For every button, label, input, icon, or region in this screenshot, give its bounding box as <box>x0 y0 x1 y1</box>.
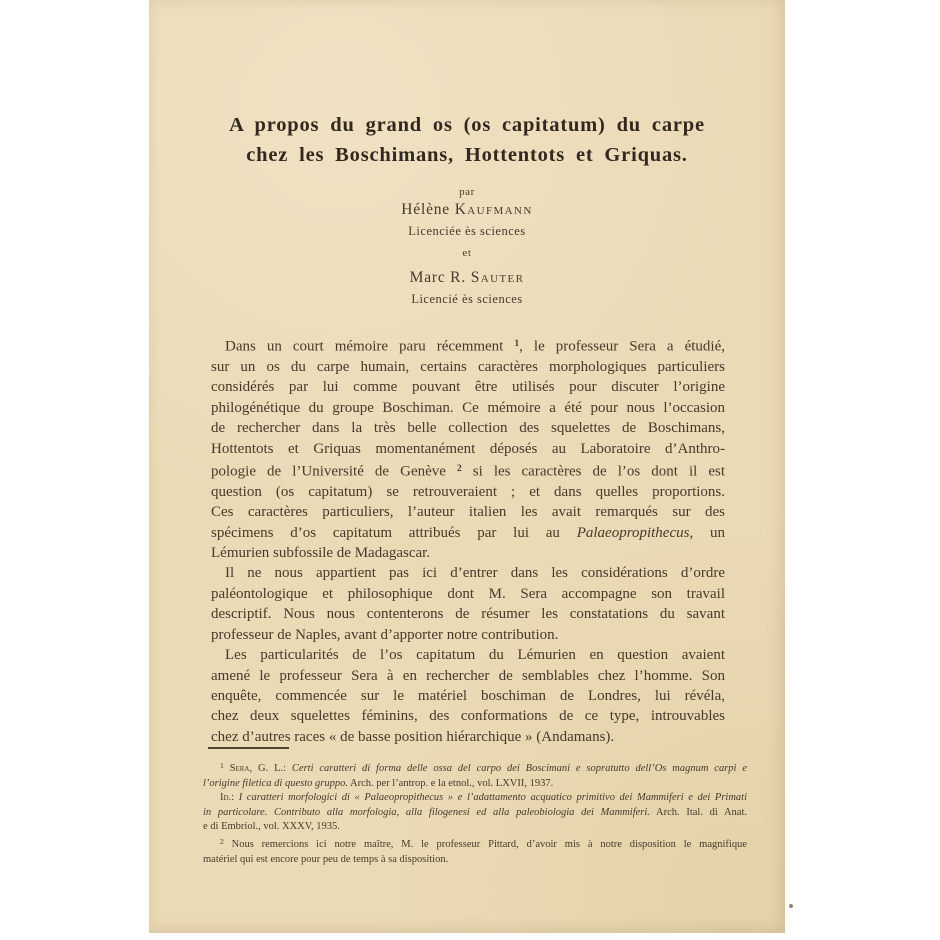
text-line <box>211 727 725 747</box>
text-line <box>203 820 747 835</box>
footnote-2 <box>203 835 747 867</box>
author-1-credential: Licenciée ès sciences <box>408 224 526 238</box>
text-segment: , un <box>689 524 725 541</box>
italic-text-segment: Palaeopropithecus <box>576 524 690 541</box>
text-segment: descriptif. Nous nous contenterons de résumer les constatations du savant <box>211 606 725 623</box>
text-segment: , G. L.: <box>249 763 292 774</box>
text-line <box>211 482 725 502</box>
text-line <box>211 502 725 522</box>
sup-text-segment: 1 <box>220 761 224 770</box>
text-line <box>211 334 725 357</box>
text-line <box>211 645 725 665</box>
italic-text-segment: in particolare. Contributo alla morfologia, alla filogenesi ed alla paleobiologia dei Mammiferi. <box>203 806 650 818</box>
text-line <box>211 706 725 726</box>
text-line <box>211 418 725 438</box>
footnote-1 <box>203 759 747 791</box>
text-segment: chez d’autres races « de basse position hiérarchique » (Andamans). <box>211 728 615 745</box>
text-line <box>211 563 725 583</box>
smallcaps-text-segment: Sera <box>229 763 250 774</box>
text-line <box>211 604 725 624</box>
text-segment: spécimens d’os capitatum attribués par lui au <box>211 524 577 541</box>
sup-text-segment: 1 <box>514 339 520 349</box>
smallcaps-text-segment: Id. <box>220 792 232 804</box>
author-1-firstname: Hélène <box>401 201 450 218</box>
text-segment: Hottentots et Griquas momentanément déposés au Laboratoire d’Anthro- <box>211 440 725 457</box>
sup-text-segment: 2 <box>220 836 224 846</box>
text-line <box>203 777 747 792</box>
text-segment: pologie de l’Université de Genève <box>211 463 457 480</box>
text-segment: Il ne nous appartient pas ici d’entrer dans les considérations d’ordre <box>225 565 725 582</box>
body-paragraph-3 <box>211 645 725 747</box>
authors-separator: et <box>462 247 472 259</box>
text-line <box>211 459 725 482</box>
document-page <box>149 0 785 933</box>
text-segment: Dans un court mémoire paru récemment <box>225 338 515 355</box>
text-segment: professeur de Naples, avant d’apporter notre contribution. <box>211 626 559 643</box>
body-paragraph-1 <box>211 334 725 563</box>
article-title <box>149 110 785 170</box>
text-segment: : <box>231 792 239 804</box>
article-title-line-2: chez les Boschimans, Hottentots et Griquas. <box>246 144 688 166</box>
text-line <box>203 759 747 777</box>
ink-speck <box>789 904 793 908</box>
text-line <box>211 625 725 645</box>
text-line <box>203 853 747 868</box>
text-segment: Arch. Ital. di Anat. <box>649 806 747 818</box>
text-segment: , le professeur Sera a étudié, <box>519 338 725 355</box>
text-line <box>203 835 747 853</box>
italic-text-segment: I caratteri morfologici di « Palaeopropithecus » e l’adattamento acquatico primitivo dei Mammiferi e dei Primati <box>238 792 747 804</box>
author-2-credential: Licencié ès sciences <box>411 292 523 306</box>
text-segment: sur un os du carpe humain, certains caractères morphologiques particuliers <box>211 358 725 375</box>
author-2-firstname: Marc R. <box>409 269 467 286</box>
text-line <box>203 791 747 806</box>
text-segment: chez deux squelettes féminins, des conformations de ce type, introuvables <box>211 708 725 725</box>
text-line <box>211 666 725 686</box>
byline-prefix: par <box>459 186 475 198</box>
body-paragraph-2 <box>211 563 725 645</box>
text-segment: amené le professeur Sera à en rechercher de semblables chez l’homme. Son <box>211 667 725 684</box>
text-segment: de rechercher dans la très belle collection des squelettes de Boschimans, <box>211 420 725 437</box>
text-segment: e di Embriol., vol. XXXV, 1935. <box>203 821 340 833</box>
footnote-1-continued <box>203 791 747 835</box>
text-line <box>211 439 725 459</box>
article-body <box>211 334 725 747</box>
text-segment: Ces caractères particuliers, l’auteur italien les avait remarqués sur des <box>211 504 725 521</box>
author-2-name <box>149 269 785 287</box>
text-line <box>203 806 747 821</box>
text-segment: enquête, commencée sur le matériel boschiman de Londres, lui révéla, <box>211 687 725 704</box>
footnotes-block <box>203 759 747 867</box>
text-line <box>211 377 725 397</box>
text-line <box>211 357 725 377</box>
article-title-line-1: A propos du grand os (os capitatum) du carpe <box>229 114 705 136</box>
text-segment: Les particularités de l’os capitatum du Lémurien en question avaient <box>225 647 725 664</box>
sup-text-segment: 2 <box>456 463 462 474</box>
footnote-rule <box>208 747 289 749</box>
text-segment: Nous remercions ici notre maître, M. le professeur Pittard, d’avoir mis à notre disposition le magnifique <box>223 838 747 850</box>
author-2-surname: Sauter <box>470 269 525 286</box>
text-segment: si les caractères de l’os dont il est <box>461 463 726 480</box>
text-line <box>211 398 725 418</box>
italic-text-segment: Certi caratteri di forma delle ossa del carpo dei Boscimani e sopratutto dell’Os magnum carpi e <box>291 763 748 774</box>
text-line <box>211 543 725 563</box>
text-segment: considérés par lui comme pouvant être utilisés pour discuter l’origine <box>211 379 725 396</box>
text-line <box>211 584 725 604</box>
italic-text-segment: l’origine filetica di questo gruppo. <box>203 777 348 789</box>
text-line <box>211 686 725 706</box>
text-segment: question (os capitatum) se retrouveraient ; et dans quelles proportions. <box>211 483 725 500</box>
text-line <box>211 523 725 543</box>
text-segment: Arch. per l’antrop. e la etnol., vol. LXVII, 1937. <box>347 777 554 789</box>
text-segment: paléontologique et philosophique dont M. Sera accompagne son travail <box>211 585 725 602</box>
author-1-name <box>149 201 785 219</box>
text-segment: matériel qui est encore pour peu de temps à sa disposition. <box>203 853 449 865</box>
author-1-surname: Kaufmann <box>454 201 533 218</box>
text-segment: Lémurien subfossile de Madagascar. <box>211 545 431 562</box>
text-segment: philogénétique du groupe Boschiman. Ce mémoire a été pour nous l’occasion <box>211 399 725 416</box>
